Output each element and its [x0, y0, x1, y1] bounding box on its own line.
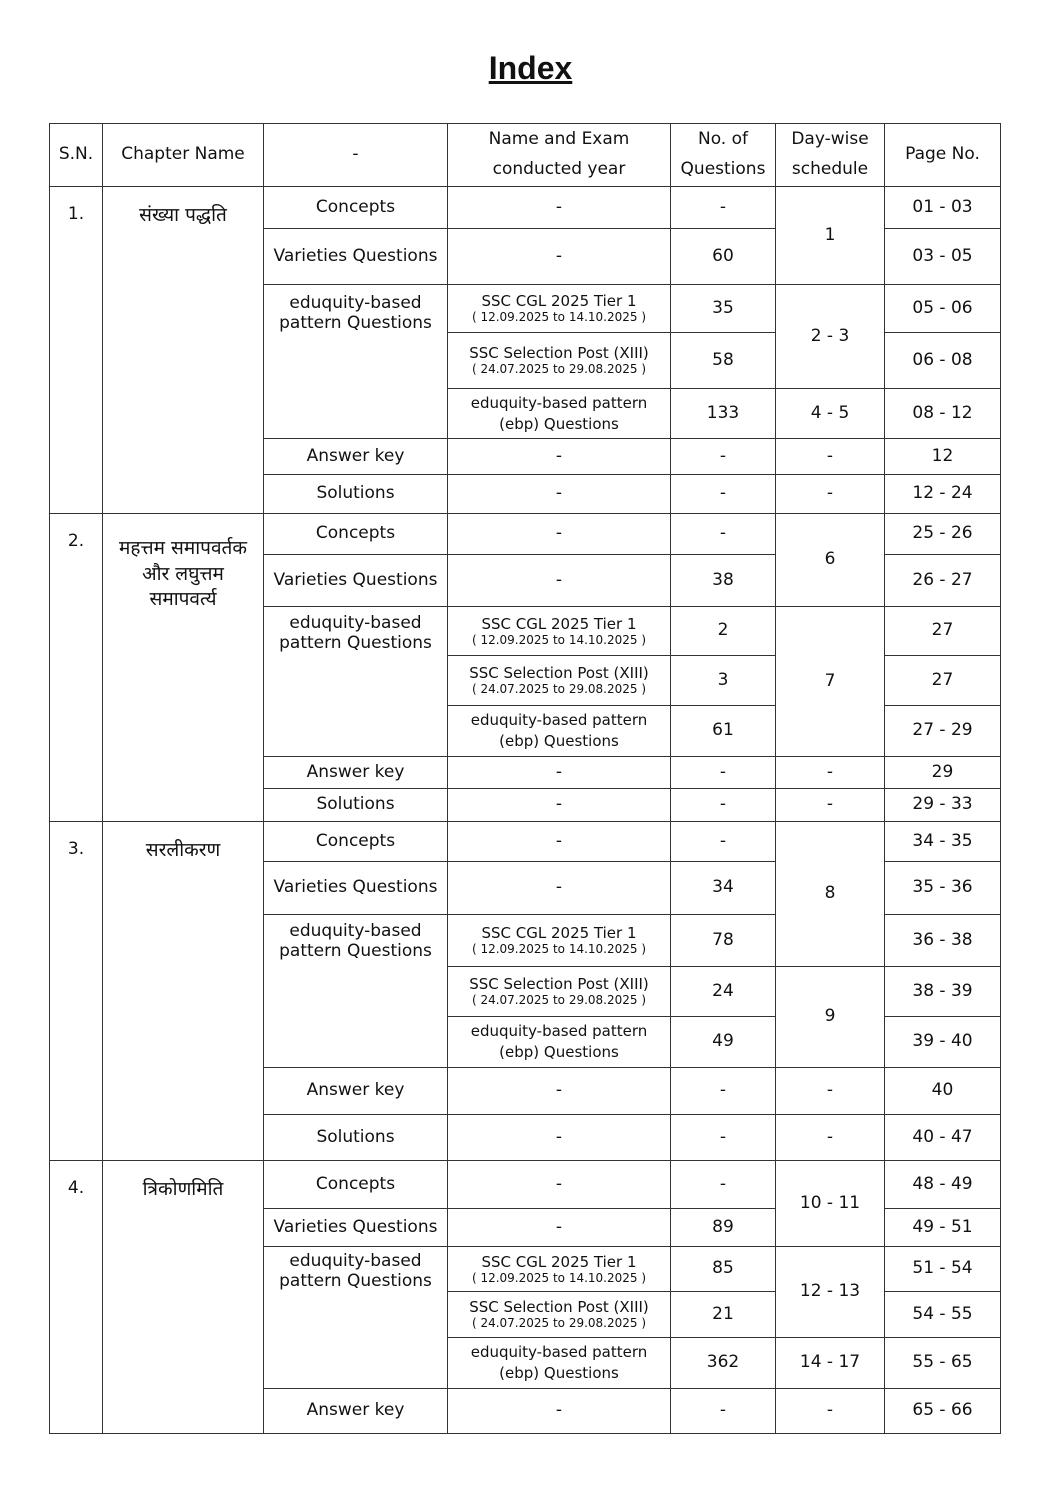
- question-count: 2: [671, 607, 776, 656]
- page-number: 36 - 38: [885, 915, 1001, 967]
- section-pattern: eduquity-based pattern Questions: [264, 607, 448, 757]
- exam-cell: [448, 656, 671, 706]
- page-number: 12: [885, 439, 1001, 475]
- question-count: 61: [671, 706, 776, 757]
- exam-name: SSC CGL 2025 Tier 1: [481, 614, 637, 633]
- day-schedule: -: [776, 789, 885, 822]
- section-solutions: Solutions: [264, 475, 448, 514]
- question-count: 78: [671, 915, 776, 967]
- section-concepts: Concepts: [264, 514, 448, 555]
- page-number: 01 - 03: [885, 187, 1001, 229]
- question-count: 35: [671, 285, 776, 333]
- chapter-name: त्रिकोणमिति: [103, 1161, 264, 1434]
- chapter-name: महत्तम समापवर्तक और लघुत्तम समापवर्त्य: [103, 514, 264, 822]
- day-schedule: -: [776, 757, 885, 789]
- question-count: 133: [671, 389, 776, 439]
- day-schedule: -: [776, 475, 885, 514]
- table-row: [50, 514, 1001, 555]
- chapter-name: सरलीकरण: [103, 822, 264, 1161]
- exam-cell: eduquity-based pattern (ebp) Questions: [448, 389, 671, 439]
- day-schedule: 2 - 3: [776, 285, 885, 389]
- question-count: 38: [671, 555, 776, 607]
- table-row: [50, 187, 1001, 229]
- question-count: -: [671, 822, 776, 862]
- exam-cell: eduquity-based pattern (ebp) Questions: [448, 1338, 671, 1389]
- page-number: 27: [885, 607, 1001, 656]
- question-count: -: [671, 789, 776, 822]
- page-number: 54 - 55: [885, 1292, 1001, 1338]
- page-title: Index: [488, 50, 573, 86]
- day-schedule: 1: [776, 187, 885, 285]
- exam-dates: ( 12.09.2025 to 14.10.2025 ): [471, 942, 647, 957]
- exam-name: SSC Selection Post (XIII): [469, 344, 649, 363]
- exam-cell: [448, 967, 671, 1017]
- exam-dates: ( 24.07.2025 to 29.08.2025 ): [471, 1316, 647, 1331]
- section-concepts: Concepts: [264, 822, 448, 862]
- exam-cell: -: [448, 862, 671, 915]
- day-schedule: 12 - 13: [776, 1247, 885, 1338]
- exam-dates: ( 12.09.2025 to 14.10.2025 ): [471, 310, 647, 325]
- exam-name: SSC Selection Post (XIII): [469, 664, 649, 683]
- page-number: 48 - 49: [885, 1161, 1001, 1209]
- question-count: 362: [671, 1338, 776, 1389]
- exam-cell: -: [448, 789, 671, 822]
- day-schedule: 4 - 5: [776, 389, 885, 439]
- page-number: 26 - 27: [885, 555, 1001, 607]
- exam-cell: [448, 285, 671, 333]
- section-answer-key: Answer key: [264, 757, 448, 789]
- page-number: 40: [885, 1068, 1001, 1115]
- page-number: 40 - 47: [885, 1115, 1001, 1161]
- question-count: 21: [671, 1292, 776, 1338]
- section-concepts: Concepts: [264, 1161, 448, 1209]
- exam-cell: [448, 1292, 671, 1338]
- exam-dates: ( 12.09.2025 to 14.10.2025 ): [471, 1270, 647, 1285]
- section-pattern: eduquity-based pattern Questions: [264, 1247, 448, 1389]
- exam-cell: [448, 333, 671, 389]
- question-count: -: [671, 475, 776, 514]
- exam-name: SSC CGL 2025 Tier 1: [481, 924, 637, 943]
- question-count: -: [671, 439, 776, 475]
- serial-number: 1.: [50, 187, 103, 514]
- exam-cell: [448, 607, 671, 656]
- header-section: -: [264, 124, 448, 187]
- page-number: 27 - 29: [885, 706, 1001, 757]
- header-sn: S.N.: [50, 124, 103, 187]
- exam-cell: [448, 1247, 671, 1292]
- page-number: 65 - 66: [885, 1389, 1001, 1434]
- day-schedule: 14 - 17: [776, 1338, 885, 1389]
- page-number: 03 - 05: [885, 229, 1001, 285]
- page-number: 25 - 26: [885, 514, 1001, 555]
- section-varieties: Varieties Questions: [264, 1209, 448, 1247]
- page-number: 39 - 40: [885, 1017, 1001, 1068]
- chapter-name: संख्या पद्धति: [103, 187, 264, 514]
- exam-name: SSC CGL 2025 Tier 1: [481, 1252, 637, 1271]
- page-number: 05 - 06: [885, 285, 1001, 333]
- section-answer-key: Answer key: [264, 439, 448, 475]
- header-row: [50, 124, 1001, 187]
- table-row: [50, 1161, 1001, 1209]
- exam-cell: eduquity-based pattern (ebp) Questions: [448, 706, 671, 757]
- question-count: -: [671, 187, 776, 229]
- exam-cell: -: [448, 439, 671, 475]
- exam-dates: ( 24.07.2025 to 29.08.2025 ): [471, 362, 647, 377]
- exam-dates: ( 24.07.2025 to 29.08.2025 ): [471, 993, 647, 1008]
- exam-cell: -: [448, 757, 671, 789]
- question-count: 85: [671, 1247, 776, 1292]
- question-count: 49: [671, 1017, 776, 1068]
- exam-name: SSC Selection Post (XIII): [469, 1298, 649, 1317]
- day-schedule: 9: [776, 967, 885, 1068]
- exam-name: SSC Selection Post (XIII): [469, 975, 649, 994]
- day-schedule: -: [776, 1389, 885, 1434]
- section-answer-key: Answer key: [264, 1389, 448, 1434]
- question-count: 89: [671, 1209, 776, 1247]
- section-answer-key: Answer key: [264, 1068, 448, 1115]
- header-day: Day-wise schedule: [776, 124, 885, 187]
- header-questions: No. of Questions: [671, 124, 776, 187]
- day-schedule: -: [776, 439, 885, 475]
- page-number: 08 - 12: [885, 389, 1001, 439]
- page-number: 35 - 36: [885, 862, 1001, 915]
- section-varieties: Varieties Questions: [264, 862, 448, 915]
- question-count: 58: [671, 333, 776, 389]
- page-number: 34 - 35: [885, 822, 1001, 862]
- page-number: 51 - 54: [885, 1247, 1001, 1292]
- exam-cell: -: [448, 1115, 671, 1161]
- exam-name: SSC CGL 2025 Tier 1: [481, 292, 637, 311]
- section-concepts: Concepts: [264, 187, 448, 229]
- section-pattern: eduquity-based pattern Questions: [264, 915, 448, 1068]
- page-number: 49 - 51: [885, 1209, 1001, 1247]
- day-schedule: 7: [776, 607, 885, 757]
- serial-number: 4.: [50, 1161, 103, 1434]
- question-count: 34: [671, 862, 776, 915]
- question-count: -: [671, 514, 776, 555]
- exam-cell: -: [448, 822, 671, 862]
- question-count: -: [671, 1389, 776, 1434]
- exam-cell: eduquity-based pattern (ebp) Questions: [448, 1017, 671, 1068]
- day-schedule: 8: [776, 822, 885, 967]
- day-schedule: -: [776, 1068, 885, 1115]
- exam-cell: -: [448, 229, 671, 285]
- serial-number: 2.: [50, 514, 103, 822]
- exam-cell: [448, 915, 671, 967]
- header-page: Page No.: [885, 124, 1001, 187]
- header-chapter: Chapter Name: [103, 124, 264, 187]
- page-number: 55 - 65: [885, 1338, 1001, 1389]
- question-count: -: [671, 1115, 776, 1161]
- exam-cell: -: [448, 1068, 671, 1115]
- page-number: 27: [885, 656, 1001, 706]
- question-count: 24: [671, 967, 776, 1017]
- section-varieties: Varieties Questions: [264, 229, 448, 285]
- day-schedule: 6: [776, 514, 885, 607]
- exam-cell: -: [448, 555, 671, 607]
- header-exam: Name and Exam conducted year: [448, 124, 671, 187]
- page-number: 12 - 24: [885, 475, 1001, 514]
- section-solutions: Solutions: [264, 1115, 448, 1161]
- day-schedule: -: [776, 1115, 885, 1161]
- question-count: 3: [671, 656, 776, 706]
- exam-cell: -: [448, 475, 671, 514]
- exam-cell: -: [448, 1389, 671, 1434]
- exam-cell: -: [448, 1209, 671, 1247]
- section-pattern: eduquity-based pattern Questions: [264, 285, 448, 439]
- exam-cell: -: [448, 1161, 671, 1209]
- page-number: 06 - 08: [885, 333, 1001, 389]
- question-count: -: [671, 1068, 776, 1115]
- table-row: [50, 822, 1001, 862]
- day-schedule: 10 - 11: [776, 1161, 885, 1247]
- exam-cell: -: [448, 514, 671, 555]
- question-count: -: [671, 757, 776, 789]
- serial-number: 3.: [50, 822, 103, 1161]
- page-number: 29: [885, 757, 1001, 789]
- question-count: 60: [671, 229, 776, 285]
- question-count: -: [671, 1161, 776, 1209]
- exam-cell: -: [448, 187, 671, 229]
- index-table: [49, 123, 1001, 1434]
- section-solutions: Solutions: [264, 789, 448, 822]
- section-varieties: Varieties Questions: [264, 555, 448, 607]
- exam-dates: ( 24.07.2025 to 29.08.2025 ): [471, 682, 647, 697]
- exam-dates: ( 12.09.2025 to 14.10.2025 ): [471, 632, 647, 647]
- page-number: 29 - 33: [885, 789, 1001, 822]
- page-number: 38 - 39: [885, 967, 1001, 1017]
